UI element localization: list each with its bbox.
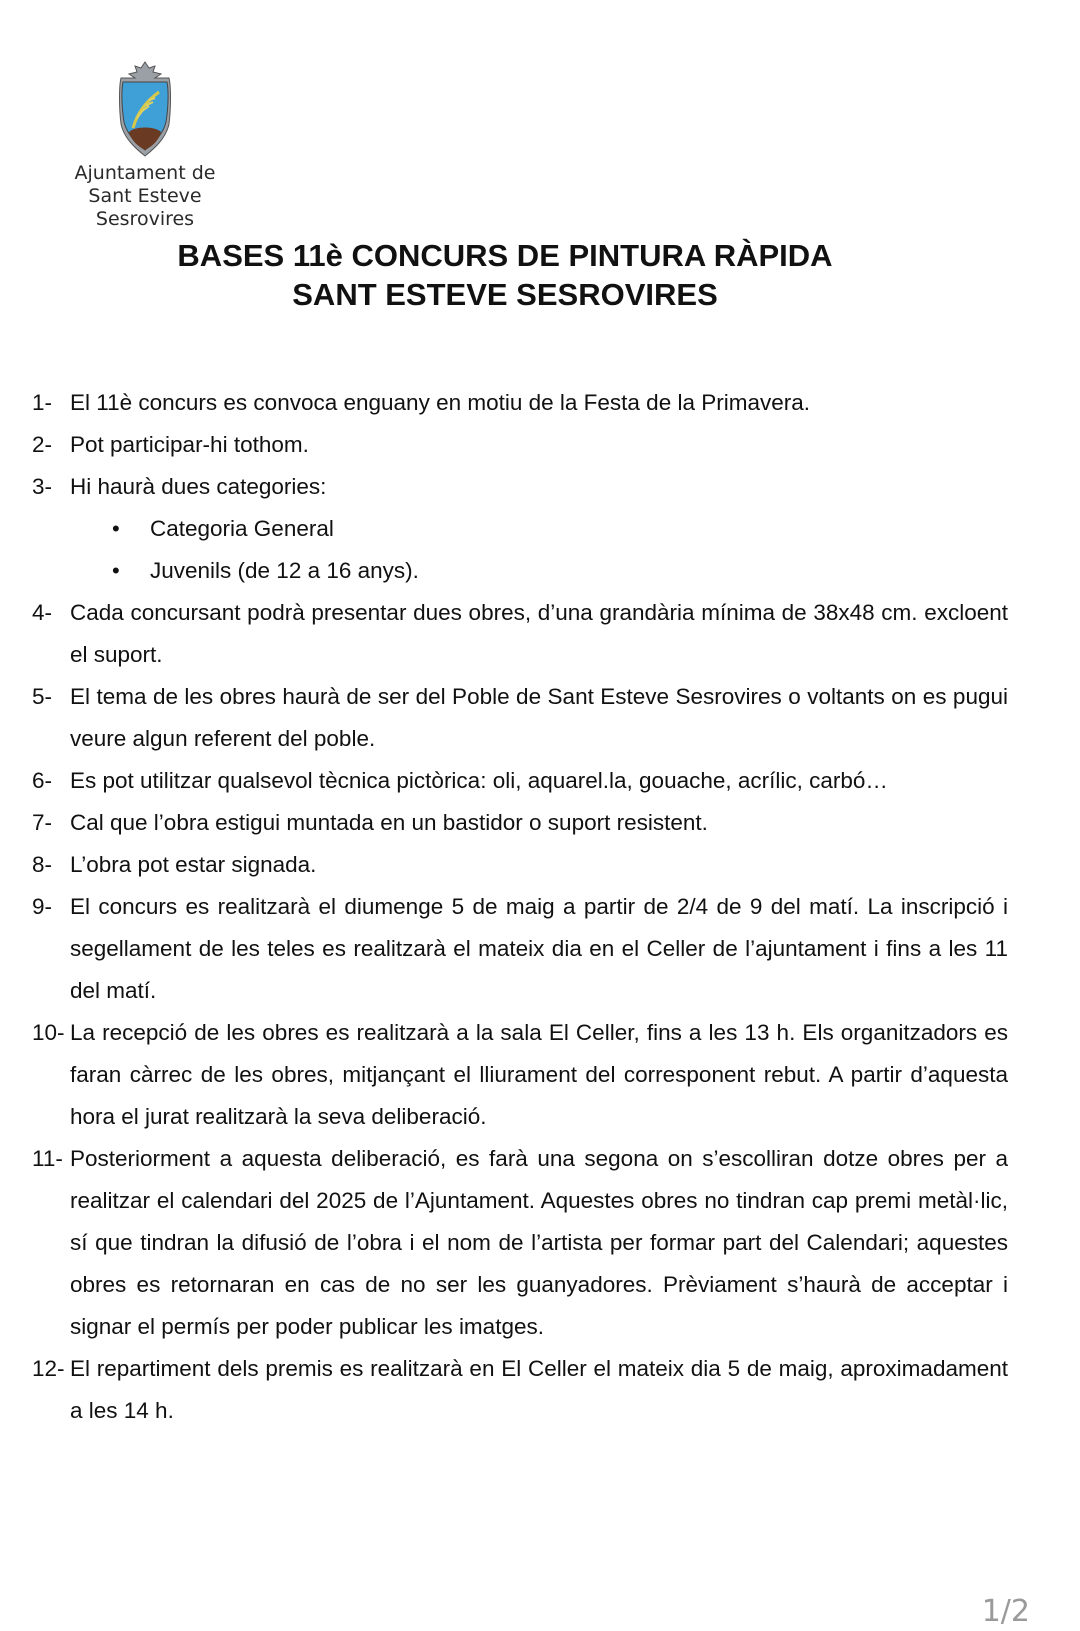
page-indicator: 1/2 [981, 1594, 1030, 1629]
rule-number: 4- [32, 600, 53, 625]
rule-item [32, 1348, 1008, 1432]
title-line1: BASES 11è CONCURS DE PINTURA RÀPIDA [177, 238, 833, 273]
rule-text: El tema de les obres haurà de ser del Poble de Sant Esteve Sesrovires o voltants on es pugui veure algun referent del poble. [70, 684, 1008, 751]
rule-item [32, 802, 1008, 844]
category-item [32, 508, 1008, 550]
title-line2: SANT ESTEVE SESROVIRES [292, 277, 718, 312]
org-name-line2: Sant Esteve Sesrovires [88, 185, 202, 230]
rule-text: La recepció de les obres es realitzarà a la sala El Celler, fins a les 13 h. Els organitzadors es faran càrrec de les obres, mitjançant el lliurament del corresponent rebut. A partir d’aquesta hora el jurat realitzarà la seva deliberació. [70, 1020, 1008, 1129]
rule-number: 7- [32, 810, 53, 835]
rule-number: 8- [32, 852, 53, 877]
category-label: Juvenils (de 12 a 16 anys). [150, 558, 419, 583]
rule-number: 2- [32, 432, 53, 457]
rule-number: 6- [32, 768, 53, 793]
rule-text: El concurs es realitzarà el diumenge 5 de maig a partir de 2/4 de 9 del matí. La inscripció i segellament de les teles es realitzarà el mateix dia en el Celler de l’ajuntament i fins a les 11 del matí. [70, 894, 1008, 1003]
org-name-line1: Ajuntament de [74, 162, 216, 184]
rule-number: 11- [32, 1146, 63, 1171]
rule-text: Hi haurà dues categories: [70, 474, 327, 499]
rule-item [32, 1138, 1008, 1348]
rule-number: 1- [32, 390, 53, 415]
rule-number: 5- [32, 684, 53, 709]
page-title [0, 236, 1010, 314]
category-label: Categoria General [150, 516, 334, 541]
rule-item [32, 592, 1008, 676]
rule-item [32, 886, 1008, 1012]
rule-text: Cal que l’obra estigui muntada en un bastidor o suport resistent. [70, 810, 708, 835]
bullet-icon: • [112, 516, 120, 541]
rule-number: 9- [32, 894, 53, 919]
rule-text: Cada concursant podrà presentar dues obres, d’una grandària mínima de 38x48 cm. excloent el suport. [70, 600, 1008, 667]
rule-text: El repartiment dels premis es realitzarà en El Celler el mateix dia 5 de maig, aproximadament a les 14 h. [70, 1356, 1008, 1423]
rule-text: El 11è concurs es convoca enguany en motiu de la Festa de la Primavera. [70, 390, 810, 415]
logo-block [40, 60, 250, 231]
rule-item [32, 466, 1008, 508]
rule-number: 3- [32, 474, 53, 499]
rules-list [32, 382, 1008, 1432]
rule-number: 12- [32, 1356, 65, 1381]
rule-text: L’obra pot estar signada. [70, 852, 317, 877]
rule-item [32, 760, 1008, 802]
rule-item [32, 424, 1008, 466]
bullet-icon: • [112, 558, 120, 583]
rule-text: Pot participar-hi tothom. [70, 432, 309, 457]
category-item [32, 550, 1008, 592]
rule-number: 10- [32, 1020, 65, 1045]
rule-text: Es pot utilitzar qualsevol tècnica pictòrica: oli, aquarel.la, gouache, acrílic, carbó… [70, 768, 888, 793]
rule-text: Posteriorment a aquesta deliberació, es farà una segona on s’escolliran dotze obres per a realitzar el calendari del 2025 de l’Ajuntament. Aquestes obres no tindran cap premi metàl·lic, sí que tindran la difusió de l’obra i el nom de l’artista per formar part del Calendari; aquestes obres es retornaran en cas de no ser les guanyadores. Prèviament s’haurà de acceptar i signar el permís per poder publicar les imatges. [70, 1146, 1008, 1339]
rule-item [32, 844, 1008, 886]
rule-item [32, 676, 1008, 760]
rule-item [32, 382, 1008, 424]
municipal-crest-icon [113, 60, 177, 158]
rule-item [32, 1012, 1008, 1138]
category-list [32, 508, 1008, 592]
